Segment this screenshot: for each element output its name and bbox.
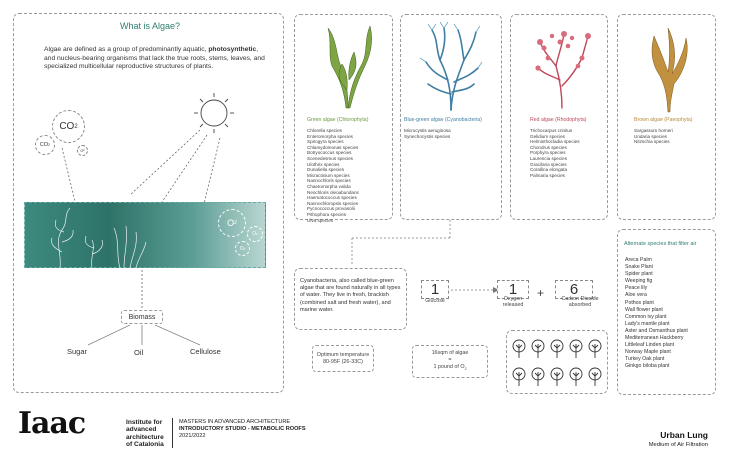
o2-bubble-large: O 2 xyxy=(218,209,246,237)
algae-area-line1: 16sqm of algae xyxy=(431,350,469,356)
tree-icon xyxy=(551,340,563,358)
trees-illustration xyxy=(507,332,607,392)
species-item: Pycnococcus provasolii xyxy=(307,206,355,212)
sugar-branch xyxy=(88,325,130,345)
tree-icon xyxy=(570,368,582,386)
cellulose-branch xyxy=(155,325,200,345)
species-item: Chlamydomonas species xyxy=(307,144,359,150)
tree-icon xyxy=(513,340,525,358)
filter-item: Common ivy plant xyxy=(625,313,667,320)
o2-bubble-tiny: O 2 xyxy=(77,145,88,156)
species-item: Synechocystis species xyxy=(404,133,451,139)
filter-item: Norway Maple plant xyxy=(625,349,671,356)
tree-icon xyxy=(532,340,544,358)
red-algae-illustration xyxy=(532,22,592,110)
species-list-red xyxy=(530,128,580,178)
green-algae-illustration xyxy=(318,20,378,110)
species-item: Scenedesmus species xyxy=(307,155,353,161)
program-info: MASTERS IN ADVANCED ARCHITECTURE INTRODUCTORY STUDIO - METABOLIC ROOFS 2021/2022 xyxy=(179,419,306,440)
species-item: Haematococcus species xyxy=(307,195,357,201)
co2-label: Carbon Dioxide absorbed xyxy=(561,296,599,309)
o2-bubble-medium: O 2 xyxy=(247,226,263,242)
sun-arrow-3 xyxy=(203,138,220,208)
temperature-line2: 80-95F (26-33C) xyxy=(323,359,363,365)
species-item: Undaria species xyxy=(634,133,667,139)
intro-title: What is Algae? xyxy=(119,21,181,31)
co2-bubble-small: CO 2 xyxy=(35,135,55,155)
species-item: Chondrus species xyxy=(530,144,567,150)
species-item: Corallina elongata xyxy=(530,167,568,173)
species-item: Pithophora species xyxy=(307,211,347,217)
species-item: Microcystis aeruginosa xyxy=(404,128,451,133)
diagram-connectors xyxy=(0,0,290,400)
brown-algae-illustration xyxy=(640,22,696,114)
iaac-logo: Iaac xyxy=(18,406,86,441)
glucose-number-box: 1 xyxy=(421,280,449,299)
algae-area-line3: 1 pound of $O_2$ xyxy=(433,364,467,372)
tree-icon xyxy=(513,368,525,386)
filter-item: Turkey Oak plant xyxy=(625,356,665,363)
oxygen-number-box: 1 xyxy=(497,280,529,299)
sun-icon xyxy=(194,93,234,133)
oxygen-label: Oxygen released xyxy=(502,296,524,309)
algae-name-red: Red algae (Rhodophyta) xyxy=(530,117,587,123)
species-item: Enteromorpha species xyxy=(307,133,353,139)
glucose-label: Glucose xyxy=(425,298,445,304)
algae-name-brown: Brown algae (Paeophyta) xyxy=(634,117,693,123)
species-item: Ulva species xyxy=(307,217,334,223)
filter-item: Wall flower plant xyxy=(625,306,663,313)
filter-item: Lady's mantle plant xyxy=(625,320,670,327)
species-item: Porphyra species xyxy=(530,150,566,156)
species-item: Nannochloropsis species xyxy=(307,200,359,206)
filter-item: Littleleaf Linden plant xyxy=(625,342,675,349)
filter-item: Areca Palm xyxy=(625,257,652,263)
species-item: Botryococcus species xyxy=(307,150,352,156)
algae-area-line2: = xyxy=(448,357,452,363)
species-list-brown xyxy=(634,128,673,145)
intro-body: Algae are defined as a group of predominantly aquatic, photosynthetic, and nucleus-bearing organisms that lack the true roots, stems, leaves, and specialized multicellular reproductive structures of plants. xyxy=(44,46,265,71)
temperature-line1: Optimum temperature xyxy=(316,352,370,358)
cyano-connector xyxy=(340,220,460,270)
footer-divider xyxy=(172,418,173,448)
project-subtitle: Medium of Air Filtration xyxy=(648,442,708,448)
sun-arrow-2 xyxy=(160,135,207,205)
filter-item: Spider plant xyxy=(625,271,653,278)
tree-icon xyxy=(532,368,544,386)
species-item: Trichocarpus crinitus xyxy=(530,128,573,133)
filter-item: Peace lily xyxy=(625,285,648,292)
species-item: Ulothrix species xyxy=(307,161,340,167)
species-item: Chaetomorpha valida xyxy=(307,183,351,189)
species-list-green xyxy=(307,128,359,223)
species-item: Laurencia species xyxy=(530,155,568,161)
filter-item: Pothos plant xyxy=(625,299,654,306)
o2-bubble-small: O 2 xyxy=(235,241,250,256)
species-item: Palmaria species xyxy=(530,172,565,178)
sugar-label: Sugar xyxy=(67,347,88,356)
species-item: Nitzschia species xyxy=(634,139,670,145)
tree-icon xyxy=(589,340,601,358)
air-filter-list xyxy=(625,257,688,371)
algae-name-green: Green algae (Chlorophyta) xyxy=(307,117,369,123)
institute-name: Institute for advanced architecture of Catalonia xyxy=(126,419,164,449)
species-list-bluegreen xyxy=(404,128,451,139)
algae-name-bluegreen: Blue-green algae (Cyanobacteria) xyxy=(404,117,482,123)
project-title: Urban Lung xyxy=(660,430,708,440)
sun-arrow-1 xyxy=(130,130,200,195)
species-item: Gelidium species xyxy=(530,133,565,139)
oil-label: Oil xyxy=(134,348,144,357)
filter-item: Ginkgo biloba plant xyxy=(625,363,670,370)
filter-item: Aster and Osmanthus plant xyxy=(625,327,688,334)
equation-arrow xyxy=(451,285,501,295)
species-item: Micractinium species xyxy=(307,172,350,178)
seaweed-illustration xyxy=(40,202,180,268)
air-filter-title: Alternate species that filter air xyxy=(624,241,697,247)
species-item: Helminthocladia species xyxy=(530,139,580,145)
co2-number-box: 6 xyxy=(555,280,593,299)
filter-item: Weeping fig xyxy=(625,278,653,285)
species-item: Sargassum horneri xyxy=(634,128,673,133)
species-item: Dunaliella species xyxy=(307,167,345,173)
tree-icon xyxy=(570,340,582,358)
cellulose-label: Cellulose xyxy=(190,347,221,356)
cyano-text: Cyanobacteria, also called blue-green algae that are found naturally in all types of water. They live in fresh, brackish (combined salt and fresh water), and marine water. xyxy=(300,278,401,313)
species-item: Chlorella species xyxy=(307,128,342,133)
bluegreen-algae-illustration xyxy=(418,20,484,112)
tree-icon xyxy=(589,368,601,386)
biomass-box: Biomass xyxy=(121,310,163,324)
species-item: Nannochloris species xyxy=(307,178,351,184)
species-item: Neochloris oleoabundans xyxy=(307,189,359,195)
filter-item: Snake Plant xyxy=(625,264,653,271)
tree-icon xyxy=(551,368,563,386)
species-item: Gracilaria species xyxy=(530,161,567,167)
filter-item: Aloe vera xyxy=(625,292,647,299)
species-item: Spirogyra species xyxy=(307,139,344,145)
co2-bubble-large: CO 2 xyxy=(52,110,85,143)
plus-sign: + xyxy=(537,286,545,300)
filter-item: Mediterranean Hackberry xyxy=(625,335,684,342)
